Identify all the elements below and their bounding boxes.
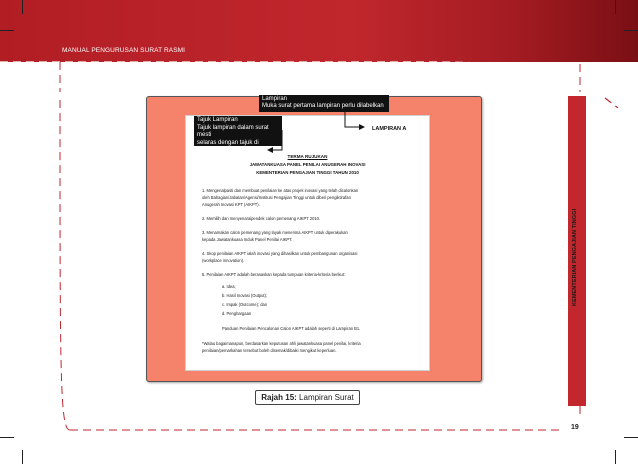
caption-label: Rajah 15: [261, 393, 297, 402]
list-item: Panduan Penilaian Pencalonan Calon AIKPT adalah seperti di Lampiran B1. [222, 326, 361, 331]
callout-tajuk-line2: selaras dengan tajuk di lampiran [197, 139, 259, 153]
document-label: LAMPIRAN A [372, 126, 407, 132]
crop-mark [22, 0, 23, 14]
callout-lampiran [259, 95, 389, 112]
side-tab-label: KEMENTERIAN PENGAJIAN TINGGI [572, 208, 578, 306]
list-item: b. Hasil Inovasi (Output); [222, 293, 268, 298]
list-item: Anugerah Inovasi KPT (AIKPT). [202, 202, 260, 207]
crop-mark [624, 437, 638, 438]
list-item: kepada Jawatankuasa Induk Panel Penilai AIKPT. [202, 237, 293, 242]
page-number: 19 [571, 424, 579, 431]
document-heading-1: TERMA RUJUKAN [287, 154, 328, 159]
list-item: 3. Menamakan calon pemenang yang layak menerima AIKPT untuk diperakukan [202, 230, 348, 235]
list-item: (workplace innovation). [202, 258, 245, 263]
crop-mark [0, 30, 14, 31]
list-item: d. Penghargaan [222, 311, 252, 316]
document-heading-3: KEMENTERIAN PENGAJIAN TINGGI TAHUN 2010 [256, 170, 359, 175]
crop-mark [624, 30, 638, 31]
callout-tajuk-title: Tajuk Lampiran [197, 117, 238, 123]
list-item: 4. Skop penilaian AIKPT ialah inovasi yang dihasilkan untuk pembangunan organisasi [202, 251, 358, 256]
callout-lampiran-desc: Muka surat pertama lampiran perlu dilabelkan [262, 103, 384, 110]
running-head: MANUAL PENGURUSAN SURAT RASMI [62, 47, 186, 54]
list-item: c. Impak (Outcome); dan [222, 302, 268, 307]
document-heading-2: JAWATANKUASA PANEL PENILAI ANUGERAH INOVASI [249, 162, 366, 167]
list-item: 1. Mengenalpasti dan membuat penilaian ke atas projek inovasi yang telah dicalonkan [202, 188, 359, 193]
crop-mark [615, 0, 616, 14]
list-item: *Walau bagaimanapun, berdasarkan keputusan ahli jawatankuasa panel penilai, kriteria [202, 341, 361, 346]
callout-tajuk-line1: Tajuk lampiran dalam surat mesti [197, 124, 269, 138]
crop-mark [22, 450, 23, 464]
figure-caption [255, 390, 360, 405]
list-item: oleh Bahagian/Jabatan/Agensi/Institusi Pengajian Tinggi untuk diberi pengiktirafan [202, 195, 351, 200]
list-item: penilaian/pemarkahan tersebut boleh disemak/dibaiki mengikut keperluan. [202, 348, 337, 353]
list-item: a. Idea; [222, 284, 236, 289]
list-item: 2. Memilih dan menyenaraipendek calon pemenang AIKPT 2010. [202, 216, 321, 221]
crop-mark [0, 437, 14, 438]
caption-text: Lampiran Surat [299, 393, 354, 402]
crop-mark [615, 450, 616, 464]
callout-tajuk [194, 116, 282, 153]
list-item: 5. Penilaian AIKPT adalah berasaskan kepada tumpuan kriteria-kriteria berikut: [202, 272, 346, 277]
callout-lampiran-title: Lampiran [262, 96, 288, 102]
